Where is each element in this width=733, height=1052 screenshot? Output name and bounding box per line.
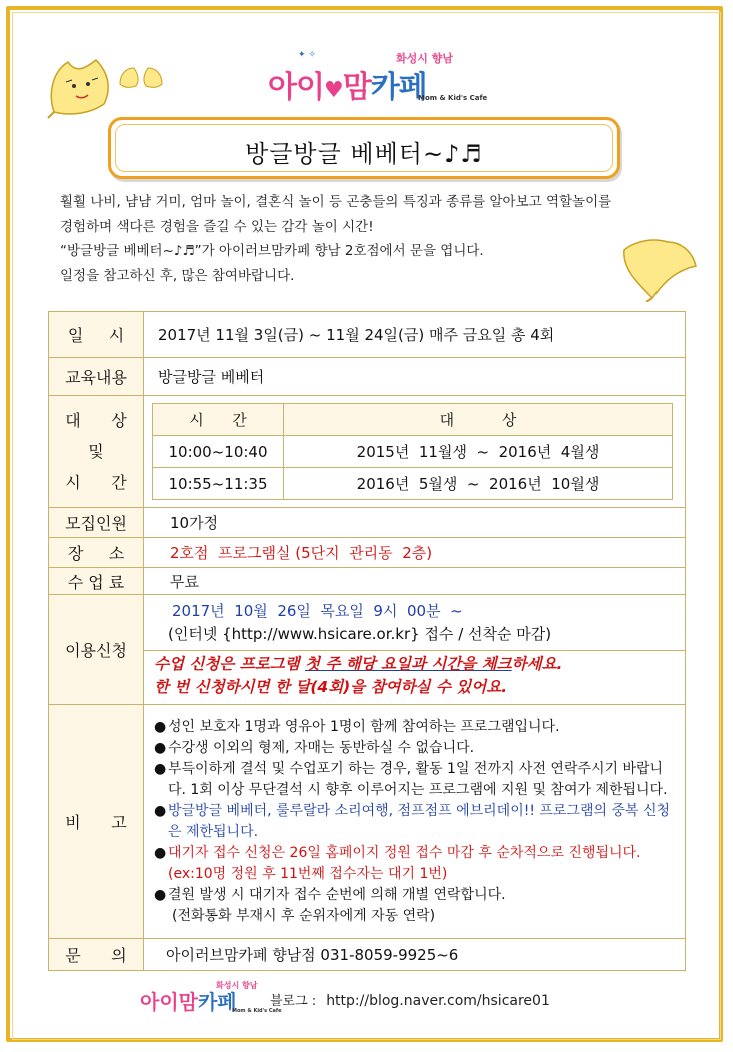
apply-warning-emphasis: 첫 주 해당 요일과 시간을 체크 [304,655,512,673]
note-item [154,759,679,801]
notes-label: 비 고 [49,705,144,939]
page-title: 방글방글 베베터~♪♬ [245,140,483,168]
recruit-value: 10가정 [144,508,686,538]
bullet-icon: ● [154,739,167,756]
time-header: 시 간 [153,404,284,436]
time-target-table [152,403,673,500]
target-value-cell: 2015년 11월생 ~ 2016년 4월생 [284,436,673,468]
note-item [154,801,679,843]
time-cell: 10:00~10:40 [153,436,284,468]
star-icon: ✦ ✧ [298,50,316,60]
apply-warning-part: 하세요. [511,655,563,673]
intro-line: “방글방글 베베터~♪♬”가 아이러브맘카페 향남 2호점에서 문을 엽니다. [60,243,484,259]
content-value: 방글방글 베베터 [144,358,686,396]
table-row [153,404,673,436]
note-item [154,717,679,738]
table-row [49,595,686,705]
note-item [154,885,679,906]
apply-warning-part: 수업 신청은 프로그램 [154,655,305,673]
bullet-icon: ● [154,802,167,819]
logo-brand-part1: 아이 [268,70,324,105]
note-text: 수강생 이외의 형제, 자매는 동반하실 수 없습니다. [168,739,475,756]
note-text: 결원 발생 시 대기자 접수 순번에 의해 개별 연락합니다. [168,886,506,903]
table-row [49,312,686,358]
apply-method: (인터넷 {http://www.hsicare.or.kr} 접수 / 선착순 마감) [168,625,552,643]
note-text: 부득이하게 결석 및 수업포기 하는 경우, 활동 1일 전까지 사전 연락주시기 바랍니다. 1회 이상 무단결석 시 향후 이루어지는 프로그램에 지원 및 참여가 제한됩니다. [168,760,668,798]
target-label-line: 및 [88,442,104,461]
table-row [49,358,686,396]
note-item [154,843,679,885]
footer-brand-part1: 아이 [140,990,179,1014]
note-text: 대기자 접수 신청은 26일 홈페이지 정원 접수 마감 후 순차적으로 진행됩니다.(ex:10명 정원 후 11번째 접수자는 대기 1번) [168,844,641,882]
footer-logo [140,980,282,1016]
target-label [49,396,144,508]
small-leaf-icon [118,66,142,88]
info-table [48,311,686,971]
target-value-cell: 2016년 5월생 ~ 2016년 10월생 [284,468,673,500]
bullet-icon: ● [154,886,167,903]
footer-logo-brand [140,986,237,1015]
logo-brand-part2: 맘 [342,70,371,105]
blog-label: 블로그 : [270,994,317,1009]
fee-value: 무료 [144,568,686,595]
blog-link[interactable]: http://blog.naver.com/hsicare01 [326,993,550,1009]
contact-label: 문 의 [49,939,144,971]
schedule-value: 2017년 11월 3일(금) ~ 11월 24일(금) 매주 금요일 총 4회 [144,312,686,358]
small-leaf-icon [140,66,164,88]
logo-brand-part3: 카페 [370,70,427,105]
intro-line: 경험하며 색다른 경험을 즐길 수 있는 감각 놀이 시간! [60,218,374,235]
recruit-label: 모집인원 [49,508,144,538]
target-header: 대 상 [284,404,673,436]
ginkgo-leaf-icon [46,54,116,120]
note-text: 방글방글 베베터, 룰루랄라 소리여행, 점프점프 에브리데이!! 프로그램의 중복 신청은 제한됩니다. [168,802,671,840]
schedule-label: 일 시 [49,312,144,358]
intro-line: 훨훨 나비, 냠냠 거미, 엄마 놀이, 결혼식 놀이 등 곤충들의 특징과 종류를 알아보고 역할놀이를 [60,194,612,210]
footer-brand-part2: 맘 [178,990,198,1014]
intro-text [60,190,690,288]
table-row [49,705,686,939]
footer-logo-area: 화성시 향남 [216,981,258,990]
content-label: 교육내용 [49,358,144,396]
target-label-line: 대 상 [65,411,127,430]
table-row [49,508,686,538]
target-cell [144,396,686,508]
logo-brand [268,62,427,106]
title-box [108,117,620,179]
heart-icon: ♥ [323,78,343,103]
apply-warning-2: 한 번 신청하시면 한 달(4회)을 참여하실 수 있어요. [154,678,508,696]
place-label: 장 소 [49,538,144,568]
logo-area-text: 화성시 향남 [396,52,453,65]
notes-cell [144,705,686,939]
apply-warning [154,653,679,676]
apply-label: 이용신청 [49,595,144,705]
note-text: 성인 보호자 1명과 영유아 1명이 함께 참여하는 프로그램입니다. [168,718,560,735]
logo-subtitle: Mom & Kid's Cafe [418,94,488,102]
time-cell: 10:55~11:35 [153,468,284,500]
cafe-logo [268,50,498,105]
table-row [49,939,686,971]
footer-logo-subtitle: Mom & Kid's Cafe [232,1008,282,1014]
fee-label: 수 업 료 [49,568,144,595]
bullet-icon: ● [154,844,167,861]
table-row [153,436,673,468]
table-row [49,538,686,568]
target-label-line: 시 간 [65,473,127,492]
table-row [49,568,686,595]
table-row [153,468,673,500]
apply-cell [144,595,686,705]
note-item [154,738,679,759]
blog-info [270,990,550,1009]
note-tail: (전화통화 부재시 후 순위자에게 자동 연락) [172,907,436,924]
bullet-icon: ● [154,760,167,777]
notes-list [144,713,685,931]
contact-value: 아이러브맘카페 향남점 031-8059-9925~6 [144,939,686,971]
bullet-icon: ● [154,718,167,735]
table-row [49,396,686,508]
place-value: 2호점 프로그램실 (5단지 관리동 2층) [144,538,686,568]
footer-brand-part3: 카페 [197,990,237,1014]
intro-line: 일정을 참고하신 후, 많은 참여바랍니다. [60,267,295,284]
apply-date: 2017년 10월 26일 목요일 9시 00분 ~ [172,602,463,620]
